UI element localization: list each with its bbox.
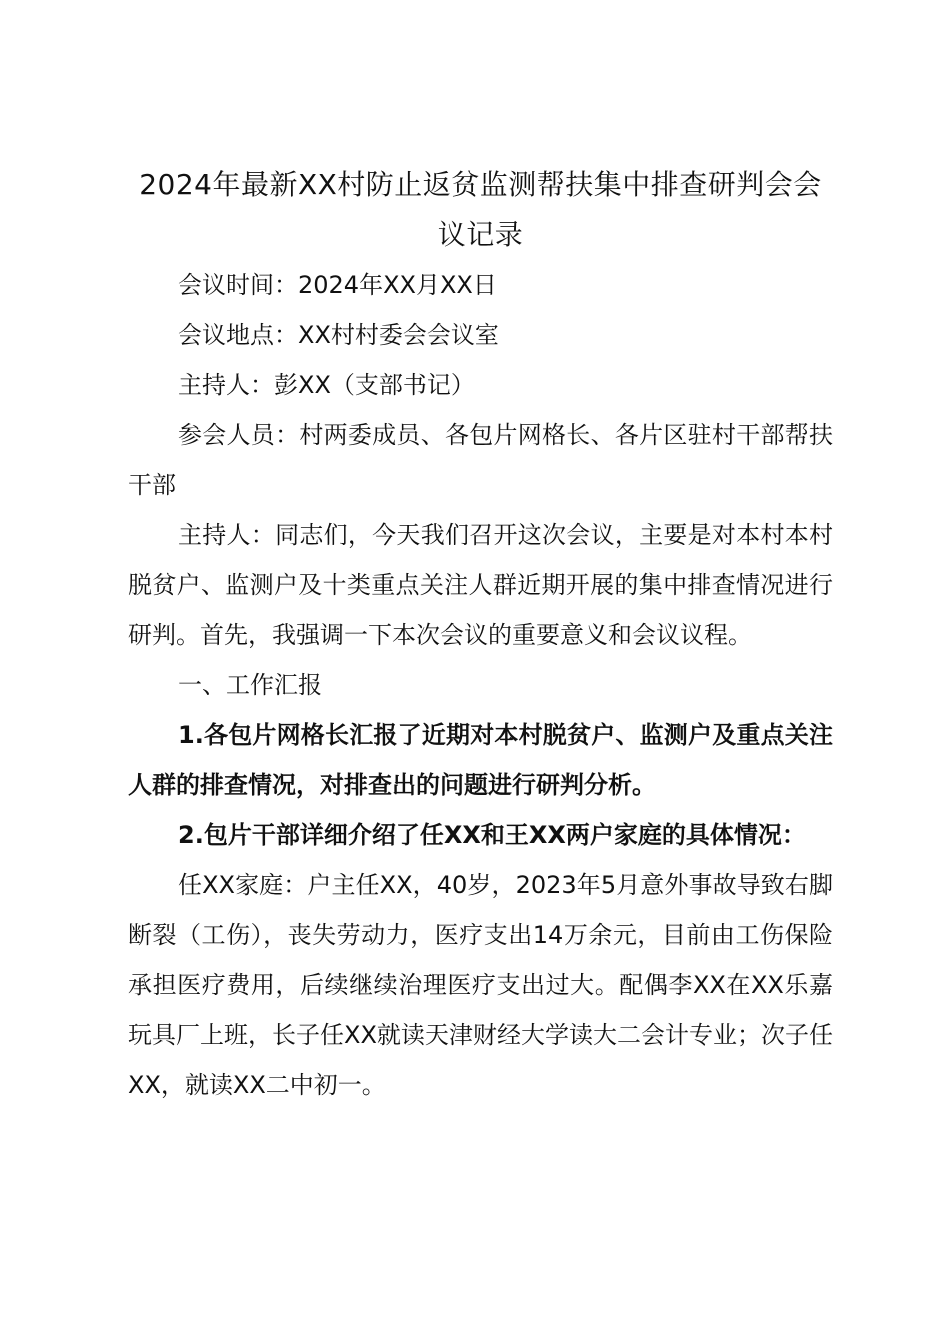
host-opening-remarks: 主持人：同志们，今天我们召开这次会议，主要是对本村本村脱贫户、监测户及十类重点关注人群近期开展的集中排查情况进行研判。首先，我强调一下本次会议的重要意义和会议议程。 (128, 521, 833, 649)
document-body (128, 160, 833, 1110)
meeting-location: 会议地点：XX村村委会会议室 (178, 321, 499, 349)
document-title: 2024年最新XX村防止返贫监测帮扶集中排查研判会会议记录 (139, 168, 822, 251)
meeting-time: 会议时间：2024年XX月XX日 (178, 271, 497, 299)
meeting-attendees: 参会人员：村两委成员、各包片网格长、各片区驻村干部帮扶干部 (128, 421, 833, 499)
meeting-host: 主持人：彭XX（支部书记） (178, 371, 475, 399)
report-item-2: 2.包片干部详细介绍了任XX和王XX两户家庭的具体情况： (178, 821, 806, 849)
report-item-1: 1.各包片网格长汇报了近期对本村脱贫户、监测户及重点关注人群的排查情况，对排查出的问题进行研判分析。 (128, 721, 833, 799)
family-case-ren: 任XX家庭：户主任XX，40岁，2023年5月意外事故导致右脚断裂（工伤），丧失劳动力，医疗支出14万余元，目前由工伤保险承担医疗费用，后续继续治理医疗支出过大。配偶李XX在XX乐嘉玩具厂上班，长子任XX就读天津财经大学读大二会计专业；次子任XX，就读XX二中初一。 (128, 871, 833, 1099)
section-heading-work-report: 一、工作汇报 (178, 671, 322, 699)
